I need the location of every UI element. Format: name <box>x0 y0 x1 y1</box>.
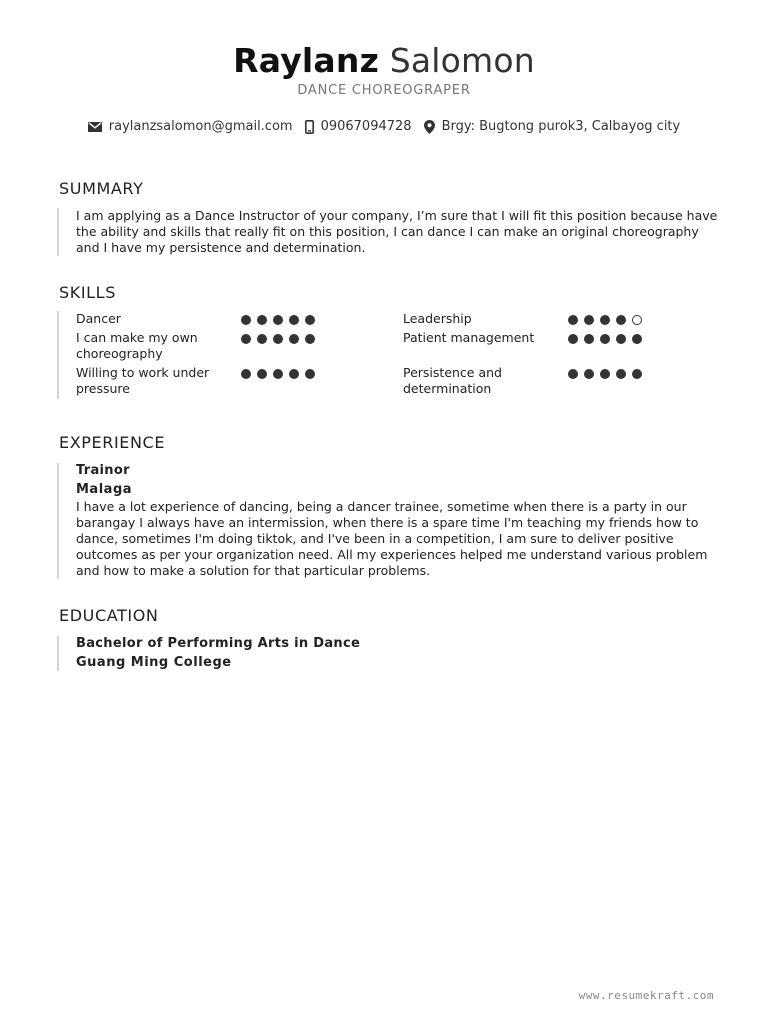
rating-dot-filled <box>273 315 283 325</box>
summary-block <box>57 208 721 256</box>
job-title: DANCE CHOREOGRAPER <box>297 83 471 98</box>
rating-dot-filled <box>273 369 283 379</box>
skill-label: I can make my own choreography <box>76 330 198 361</box>
skill-item <box>403 330 721 362</box>
skill-item <box>76 330 403 362</box>
resume-header <box>0 40 768 98</box>
rating-dot-filled <box>305 315 315 325</box>
contact-address <box>424 119 681 134</box>
rating-dot-filled <box>632 334 642 344</box>
rating-dot-filled <box>257 315 267 325</box>
skill-item <box>76 365 403 397</box>
education-block <box>57 636 721 671</box>
experience-role: Trainor <box>76 463 130 478</box>
rating-dot-filled <box>568 369 578 379</box>
skill-item <box>76 311 403 327</box>
skill-item <box>403 311 721 327</box>
summary-heading: SUMMARY <box>59 179 144 198</box>
contact-phone[interactable] <box>305 119 412 134</box>
first-name: Raylanz <box>233 41 379 80</box>
education-heading: EDUCATION <box>59 606 159 625</box>
skill-label: Willing to work under pressure <box>76 365 210 396</box>
phone-text[interactable]: 09067094728 <box>320 119 412 134</box>
skill-rating <box>241 334 321 344</box>
education-degree: Bachelor of Performing Arts in Dance <box>76 636 361 651</box>
rating-dot-filled <box>632 369 642 379</box>
skills-block <box>57 311 721 399</box>
rating-dot-filled <box>600 334 610 344</box>
summary-text: I am applying as a Dance Instructor of your company, I’m sure that I will fit this position because have the ability and skills that really fit on this position, I can dance I can make an original choreography and I have my persistence and determination. <box>76 208 718 255</box>
envelope-icon <box>88 122 102 132</box>
rating-dot-filled <box>568 334 578 344</box>
rating-dot-filled <box>584 315 594 325</box>
rating-dot-filled <box>289 334 299 344</box>
rating-dot-filled <box>568 315 578 325</box>
rating-dot-filled <box>241 315 251 325</box>
rating-dot-filled <box>273 334 283 344</box>
rating-dot-filled <box>584 334 594 344</box>
skill-label: Dancer <box>76 311 121 326</box>
skill-rating <box>241 315 321 325</box>
email-text[interactable]: raylanzsalomon@gmail.com <box>108 119 293 134</box>
experience-company: Malaga <box>76 482 133 497</box>
rating-dot-filled <box>241 334 251 344</box>
rating-dot-filled <box>305 369 315 379</box>
skills-heading: SKILLS <box>59 283 116 302</box>
last-name: Salomon <box>389 41 535 80</box>
rating-dot-filled <box>584 369 594 379</box>
candidate-name <box>0 40 768 82</box>
experience-heading: EXPERIENCE <box>59 433 166 452</box>
skill-rating <box>568 369 648 379</box>
contact-bar <box>0 119 768 134</box>
rating-dot-filled <box>616 315 626 325</box>
rating-dot-filled <box>289 315 299 325</box>
skill-label: Persistence and determination <box>403 365 502 396</box>
footer-watermark: www.resumekraft.com <box>578 989 714 1002</box>
skill-rating <box>241 369 321 379</box>
skill-label: Leadership <box>403 311 472 326</box>
rating-dot-filled <box>600 369 610 379</box>
rating-dot-filled <box>600 315 610 325</box>
education-school: Guang Ming College <box>76 655 232 670</box>
rating-dot-filled <box>289 369 299 379</box>
experience-description: I have a lot experience of dancing, being a dancer trainee, sometime when there is a party in our barangay I always have an intermission, when there is a spare time I'm teaching my friends how to dance, sometimes I'm doing tiktok, and I've been in a competition, I am sure to deliver positive outcomes as per your organization need. All my experiences helped me understand various problem and how to make a solution for that particular problems. <box>76 499 708 578</box>
rating-dot-filled <box>616 334 626 344</box>
skill-label: Patient management <box>403 330 535 345</box>
skill-item <box>403 365 721 397</box>
phone-icon <box>305 120 314 134</box>
rating-dot-filled <box>257 334 267 344</box>
rating-dot-filled <box>305 334 315 344</box>
rating-dot-filled <box>241 369 251 379</box>
rating-dot-filled <box>616 369 626 379</box>
skill-rating <box>568 315 648 325</box>
contact-email[interactable] <box>88 119 293 134</box>
location-pin-icon <box>424 120 435 134</box>
rating-dot-empty <box>632 315 642 325</box>
experience-block <box>57 463 721 579</box>
skill-rating <box>568 334 648 344</box>
rating-dot-filled <box>257 369 267 379</box>
address-text: Brgy: Bugtong purok3, Calbayog city <box>441 119 681 134</box>
skills-grid <box>76 311 721 397</box>
